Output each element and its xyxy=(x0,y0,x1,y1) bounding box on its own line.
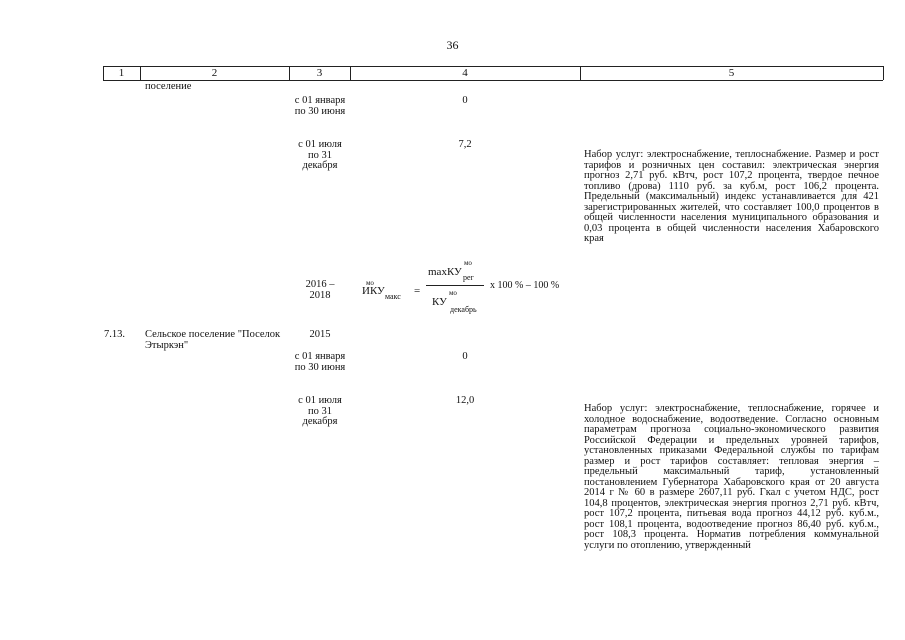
formula-den-sup: мо xyxy=(449,289,457,297)
formula-lhs-sub: макс xyxy=(385,292,401,301)
services-note: Набор услуг: электроснабжение, теплоснабжение. Размер и рост тарифов и розничных цен составил: электрическая энергия прогноз 2,71 руб. кВтч, рост 107,2 процента, твердое печное топливо (дрова) 1110 руб. за куб.м, рост 106,2 процента. Предельный (максимальный) индекс устанавливается для 421 зарегистрированных жителей, что составляет 100,0 процентов в общей численности населения муниципального образования и 0,03 процента в общей численности населения Хабаровского края xyxy=(584,149,879,244)
column-header-2: 2 xyxy=(211,67,218,79)
period-second-half: с 01 июля по 31 декабря xyxy=(298,139,342,171)
fraction-bar xyxy=(426,285,484,286)
column-header-5: 5 xyxy=(728,67,735,79)
formula-tail: x 100 % – 100 % xyxy=(490,280,560,291)
formula-denominator: КУ xyxy=(432,296,447,308)
year: 2015 xyxy=(309,329,331,340)
formula-lhs: ИКУ xyxy=(362,285,385,297)
column-header-1: 1 xyxy=(118,67,125,79)
formula-numerator: maxКУ xyxy=(428,266,462,278)
period-first-half: с 01 января по 30 июня xyxy=(294,95,346,117)
column-header-3: 3 xyxy=(316,67,323,79)
index-value: 0 xyxy=(462,351,468,362)
page-number: 36 xyxy=(446,38,459,52)
settlement-name: Сельское поселение "Поселок Этыркэн" xyxy=(145,329,281,351)
settlement-name-continued: поселение xyxy=(145,81,192,92)
formula-lhs-sup: мо xyxy=(366,279,374,287)
index-formula xyxy=(356,255,580,315)
index-value: 0 xyxy=(462,95,468,106)
index-value: 7,2 xyxy=(458,139,472,150)
formula-num-sup: мо xyxy=(464,259,472,267)
services-note: Набор услуг: электроснабжение, теплоснабжение, горячее и холодное водоснабжение, водоотведение. Согласно основным параметрам прогноза социально-экономического развития Российской Федерации и предельных уровней тарифов, установленных приказами Федеральной службы по тарифам размер и рост тарифов составляет: тепловая энергия – предельный максимальный тариф, установленный постановлением Губернатора Хабаровского края от 20 августа 2014 г № 60 в размере 2607,11 руб. Гкал с учетом НДС, рост 104,8 процентов, электрическая энергия прогноз 2,71 руб. кВтч, рост 107,2 процента, питьевая вода прогноз 44,12 руб. куб.м., рост 108,1 процента, водоотведение прогноз 86,40 руб. куб.м., рост 108,3 процента. Норматив потребления коммунальной услуги по отоплению, утвержденный xyxy=(584,403,879,551)
index-value: 12,0 xyxy=(455,395,475,406)
formula-equals: = xyxy=(414,285,421,297)
row-number: 7.13. xyxy=(104,329,125,340)
header-bottom-rule xyxy=(103,80,883,81)
period-first-half: с 01 января по 30 июня xyxy=(294,351,346,373)
period-second-half: с 01 июля по 31 декабря xyxy=(298,395,342,427)
formula-num-sub: рег xyxy=(463,273,474,282)
header-divider xyxy=(883,66,884,80)
column-header-4: 4 xyxy=(462,67,468,79)
formula-den-sub: декабрь xyxy=(450,305,477,314)
years-range: 2016 – 2018 xyxy=(305,279,335,301)
